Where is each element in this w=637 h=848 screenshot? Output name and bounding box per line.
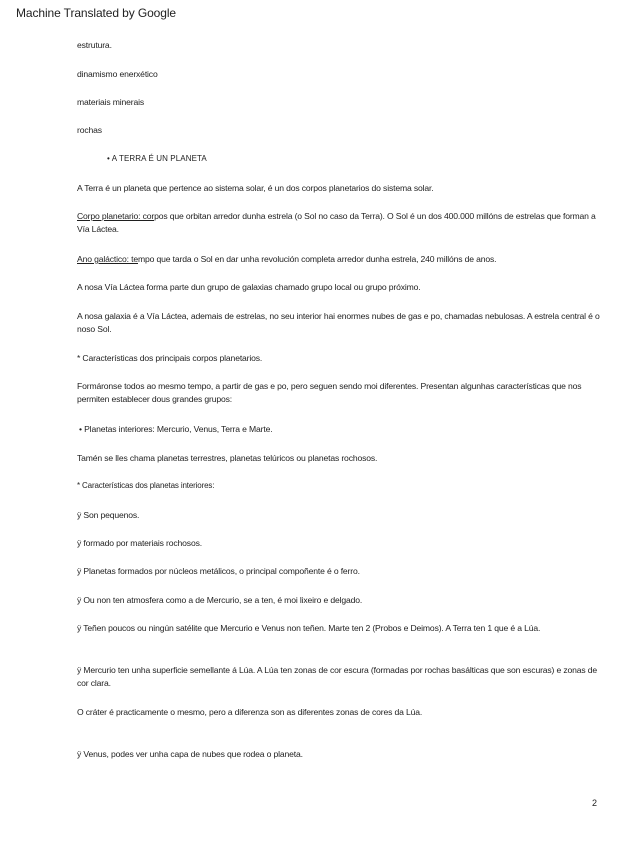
paragraph-formaronse: Formáronse todos ao mesmo tempo, a partir de gas e po, pero seguen sendo moi diferentes. Presentan algunhas características que nos permiten establecer dous grandes grupos: (77, 381, 582, 404)
bullet-planetas-interiores: • Planetas interiores: Mercurio, Venus, Terra e Marte. (79, 424, 273, 434)
item-son-pequenos: ÿ Son pequenos. (77, 510, 140, 520)
paragraph-terra-planeta: A Terra é un planeta que pertence ao sistema solar, é un dos corpos planetarios do sistema solar. (77, 183, 434, 193)
paragraph-corpo-planetario (77, 210, 607, 235)
item-satelites: ÿ Teñen poucos ou ningún satélite que Mercurio e Venus non teñen. Marte ten 2 (Probos e Deimos). A Terra ten 1 que é a Lúa. (77, 623, 541, 633)
paragraph-tamen: Tamén se lles chama planetas terrestres, planetas telúricos ou planetas rochosos. (77, 453, 378, 463)
definition-corpo-planetario: pos que orbitan arredor dunha estrela (o Sol no caso da Terra). O Sol é un dos 400.000 millóns de estrelas que forman a Vía Láctea. (77, 211, 596, 234)
definition-ano-galactico: mpo que tarda o Sol en dar unha revolución completa arredor dunha estrela, 240 millóns de anos. (138, 254, 497, 264)
item-atmosfera: ÿ Ou non ten atmosfera como a de Mercurio, se a ten, é moi lixeiro e delgado. (77, 595, 363, 605)
list-line-estrutura: estrutura. (77, 40, 112, 50)
paragraph-ano-galactico (77, 253, 607, 266)
machine-translation-banner: Machine Translated by Google (16, 6, 176, 20)
paragraph-nosa-galaxia: A nosa galaxia é a Vía Láctea, ademais de estrelas, no seu interior hai enormes nubes de gas e po, chamadas nebulosas. A estrela central é o noso Sol. (77, 311, 600, 334)
item-nucleos-metalicos: ÿ Planetas formados por núcleos metálicos, o principal compoñente é o ferro. (77, 566, 360, 576)
term-ano-galactico: Ano galáctico: te (77, 254, 138, 264)
item-venus-nubes: ÿ Venus, podes ver unha capa de nubes que rodea o planeta. (77, 749, 303, 759)
paragraph-caracteristicas-interiores: * Características dos planetas interiores: (77, 481, 215, 490)
list-line-dinamismo: dinamismo enerxético (77, 69, 158, 79)
paragraph-caracteristicas-corpos: * Características dos principais corpos planetarios. (77, 353, 263, 363)
list-line-materiais: materiais minerais (77, 97, 145, 107)
section-heading: • A TERRA É UN PLANETA (107, 154, 207, 163)
list-line-rochas: rochas (77, 125, 102, 135)
page-number: 2 (591, 798, 597, 808)
item-mercurio-superficie: ÿ Mercurio ten unha superficie semellante á Lúa. A Lúa ten zonas de cor escura (formadas por rochas basálticas que son escuras) e zonas de cor clara. (77, 665, 598, 688)
paragraph-crater: O cráter é practicamente o mesmo, pero a diferenza son as diferentes zonas de cores da Lúa. (77, 707, 423, 717)
item-materiais-rochosos: ÿ formado por materiais rochosos. (77, 538, 202, 548)
term-corpo-planetario: Corpo planetario: cor (77, 211, 155, 221)
paragraph-via-lactea-grupo: A nosa Vía Láctea forma parte dun grupo de galaxias chamado grupo local ou grupo próximo. (77, 282, 421, 292)
